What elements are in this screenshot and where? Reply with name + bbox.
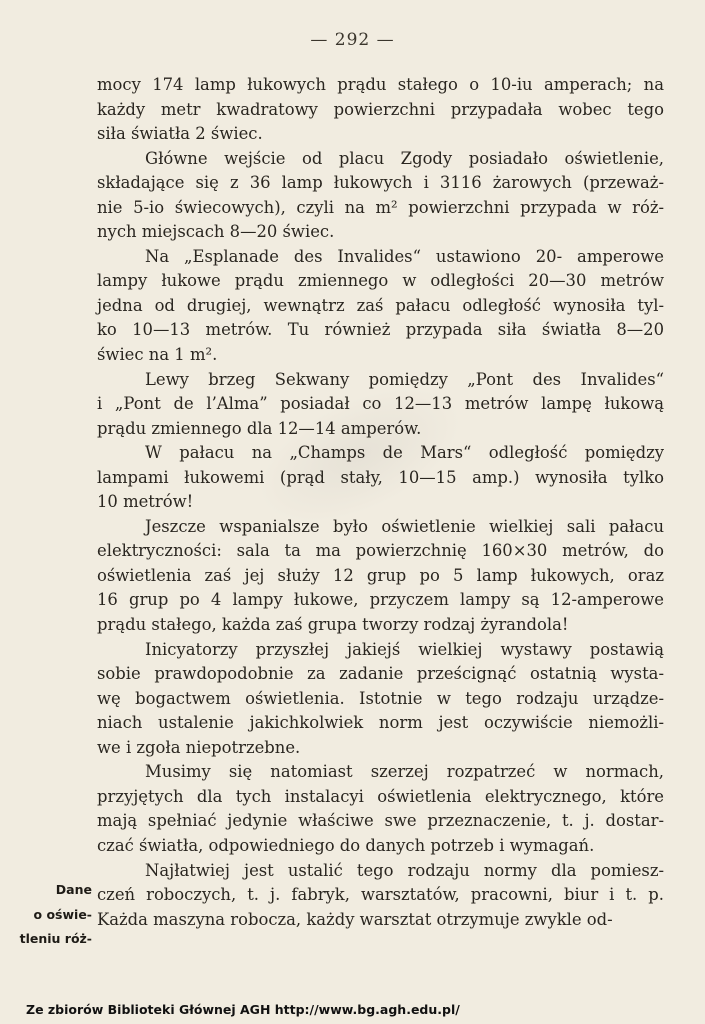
text-line: przyjętych dla tych instalacyi oświetlenia elektrycznego, które xyxy=(97,786,664,806)
text-line: Jeszcze wspanialsze było oświetlenie wielkiej sali pałacu xyxy=(145,516,664,536)
text-line: elektryczności: sala ta ma powierzchnię 160×30 metrów, do xyxy=(97,541,664,561)
margin-note-line: Dane xyxy=(55,882,92,897)
paragraph xyxy=(97,515,664,638)
text-line: we i zgoła niepotrzebne. xyxy=(97,737,301,757)
text-line: czać światła, odpowiedniego do danych potrzeb i wymagań. xyxy=(97,835,595,855)
text-line: ko 10—13 metrów. Tu również przypada siła światła 8—20 xyxy=(97,320,664,340)
text-line: mocy 174 lamp łukowych prądu stałego o 10-iu amperach; na xyxy=(97,75,664,94)
margin-note xyxy=(6,878,92,952)
paragraph xyxy=(97,859,664,933)
text-line: świec na 1 m². xyxy=(97,345,218,365)
text-line: Musimy się natomiast szerzej rozpatrzeć w normach, xyxy=(145,762,664,782)
paragraph xyxy=(97,73,664,147)
text-line: sobie prawdopodobnie za zadanie prześcignąć ostatnią wysta- xyxy=(97,664,664,684)
paragraph xyxy=(97,147,664,245)
paragraph xyxy=(97,441,664,515)
paragraph xyxy=(97,638,664,761)
text-line: jedna od drugiej, wewnątrz zaś pałacu odległość wynosiła tyl- xyxy=(97,295,664,315)
text-line: wę bogactwem oświetlenia. Istotnie w tego rodzaju urządze- xyxy=(97,688,664,708)
text-line: 10 metrów! xyxy=(97,492,194,512)
page-number: — 292 — xyxy=(310,30,395,50)
paragraph xyxy=(97,245,664,368)
text-line: czeń roboczych, t. j. fabryk, warsztatów, pracowni, biur i t. p. xyxy=(97,885,664,905)
text-line: 16 grup po 4 lampy łukowe, przyczem lampy są 12-amperowe xyxy=(97,590,664,610)
text-line: Inicyatorzy przyszłej jakiejś wielkiej wystawy postawią xyxy=(145,639,664,659)
text-line: Lewy brzeg Sekwany pomiędzy „Pont des Invalides“ xyxy=(145,369,664,389)
text-line: prądu zmiennego dla 12—14 amperów. xyxy=(97,418,422,438)
text-line: nie 5-io świecowych), czyli na m² powierzchni przypada w róż- xyxy=(97,197,664,217)
paragraph xyxy=(97,368,664,442)
text-line: składające się z 36 lamp łukowych i 3116 żarowych (przeważ- xyxy=(97,173,664,193)
text-line: oświetlenia zaś jej służy 12 grup po 5 lamp łukowych, oraz xyxy=(97,565,664,585)
paragraph xyxy=(97,760,664,858)
body-text xyxy=(97,73,664,932)
text-line: nych miejscach 8—20 świec. xyxy=(97,222,335,242)
text-line: Główne wejście od placu Zgody posiadało oświetlenie, xyxy=(145,148,664,168)
library-footer: Ze zbiorów Biblioteki Głównej AGH http://www.bg.agh.edu.pl/ xyxy=(26,1002,460,1017)
text-line: Każda maszyna robocza, każdy warsztat otrzymuje zwykle od- xyxy=(97,909,613,929)
text-line: niach ustalenie jakichkolwiek norm jest oczywiście niemożli- xyxy=(97,713,664,733)
text-line: siła światła 2 świec. xyxy=(97,124,263,144)
text-line: i „Pont de l’Alma” posiadał co 12—13 metrów lampę łukową xyxy=(97,394,664,414)
text-line: W pałacu na „Champs de Mars“ odległość pomiędzy xyxy=(145,443,664,463)
text-line: prądu stałego, każda zaś grupa tworzy rodzaj żyrandola! xyxy=(97,615,569,635)
margin-note-line: o oświe- xyxy=(33,906,92,922)
margin-note-line: tleniu róż- xyxy=(19,931,92,946)
text-line: lampy łukowe prądu zmiennego w odległości 20—30 metrów xyxy=(97,271,664,291)
text-line: każdy metr kwadratowy powierzchni przypadała wobec tego xyxy=(97,99,664,119)
text-line: lampami łukowemi (prąd stały, 10—15 amp.) wynosiła tylko xyxy=(97,467,664,487)
text-line: Najłatwiej jest ustalić tego rodzaju normy dla pomiesz- xyxy=(145,860,664,880)
text-line: mają spełniać jedynie właściwe swe przeznaczenie, t. j. dostar- xyxy=(97,811,664,831)
text-line: Na „Esplanade des Invalides“ ustawiono 20- amperowe xyxy=(145,246,664,266)
